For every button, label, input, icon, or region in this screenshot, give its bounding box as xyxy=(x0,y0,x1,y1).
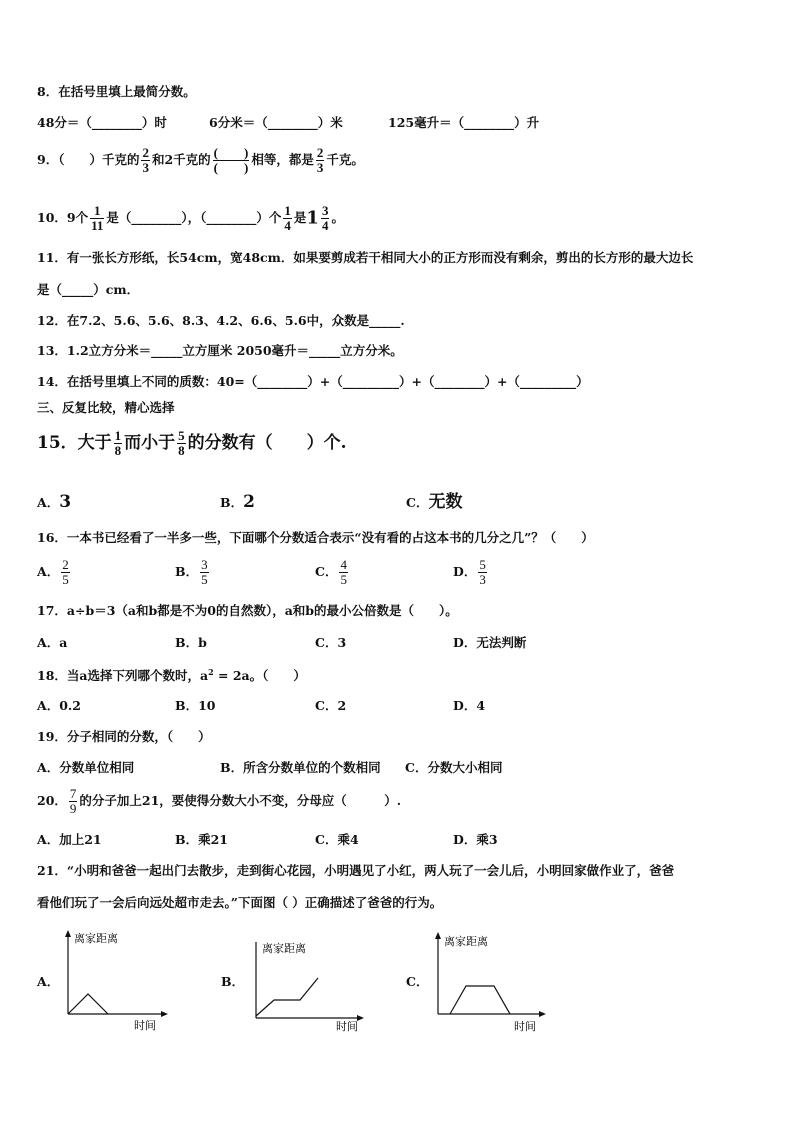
q19-option-a[interactable]: A．分数单位相同 xyxy=(37,760,135,775)
q20-line: 20． $\frac{7}{9}$ 的分子加上21，要使得分数大小不变，分母应（ ）. xyxy=(37,786,402,816)
q21-graph-a[interactable] xyxy=(60,928,170,1034)
y-axis-label: 离家距离 xyxy=(262,942,306,955)
q15-text-3: 的分数有（ ）个. xyxy=(187,433,347,453)
q9-fraction-blank: $\frac{( )}{( )}$ xyxy=(213,145,249,175)
x-axis-arrow xyxy=(539,1011,546,1017)
q10-text-3: 是 xyxy=(293,210,307,225)
q16-option-d[interactable]: D． $\frac{5}{3}$ xyxy=(453,557,486,587)
q10-text-4: 。 xyxy=(331,210,344,225)
q12-text: 12．在7.2、5.6、5.6、8.3、4.2、6.6、5.6中，众数是_____. xyxy=(37,313,405,328)
q15-fraction-1: $\frac{1}{8}$ xyxy=(114,428,122,458)
q10-line xyxy=(37,204,344,233)
q8-item-b: 6分米＝（________）米 xyxy=(209,115,343,130)
q21-option-a-label[interactable]: A． xyxy=(37,974,60,989)
q19-text: 19．分子相同的分数，（ ） xyxy=(37,729,211,744)
q21-option-c-label[interactable]: C． xyxy=(406,974,429,989)
q20-option-c[interactable]: C．乘4 xyxy=(315,832,359,847)
q9-fraction-2: $\frac{2}{3}$ xyxy=(316,145,324,175)
q9-line xyxy=(37,146,364,175)
x-axis-label: 时间 xyxy=(514,1020,536,1033)
q16-option-c[interactable]: C． $\frac{4}{5}$ xyxy=(315,557,347,587)
q21-line-1: 21．“小明和爸爸一起出门去散步，走到街心花园，小明遇见了小红，两人玩了一会儿后，小明回家做作业了，爸爸 xyxy=(37,863,675,878)
distance-line xyxy=(68,994,108,1014)
y-axis-arrow xyxy=(65,930,71,937)
q8-items xyxy=(37,115,540,130)
q20-fraction: $\frac{7}{9}$ xyxy=(69,786,77,816)
q9-text-2: 和2千克的 xyxy=(151,152,211,167)
q10-text-2: 是（________），（________）个 xyxy=(106,210,282,225)
q16-text: 16．一本书已经看了一半多一些，下面哪个分数适合表示“没有看的占这本书的几分之几”？（ ） xyxy=(37,530,594,545)
q21-option-b-label[interactable]: B． xyxy=(221,974,245,989)
section-title: 三、反复比较，精心选择 xyxy=(37,400,175,415)
q20-option-d[interactable]: D．乘3 xyxy=(453,832,498,847)
x-axis-arrow xyxy=(161,1011,168,1017)
q17-option-c[interactable]: C．3 xyxy=(315,635,347,650)
q9-text-1: 9．（ ）千克的 xyxy=(37,152,140,167)
q10-fraction-3: $\frac{3}{4}$ xyxy=(321,203,329,233)
q15-line xyxy=(37,429,347,458)
q9-text-4: 千克。 xyxy=(326,152,364,167)
y-axis-label: 离家距离 xyxy=(444,935,488,948)
distance-line xyxy=(256,978,318,1016)
q18-text: 18．当a选择下列哪个数时，$a^2 = 2a$。（ ） xyxy=(37,667,306,684)
q10-mixed-whole: 1 xyxy=(306,207,319,229)
q10-fraction-2: $\frac{1}{4}$ xyxy=(284,203,291,233)
q21-line-2: 看他们玩了一会后向远处超市走去。”下面图（ ）正确描述了爸爸的行为。 xyxy=(37,895,443,910)
q8-item-c: 125毫升＝（________）升 xyxy=(388,115,540,130)
q19-option-c[interactable]: C．分数大小相同 xyxy=(405,760,503,775)
q9-text-3: 相等，都是 xyxy=(251,152,314,167)
q15-option-c[interactable]: C．无数 xyxy=(406,492,463,512)
q21-graph-c[interactable] xyxy=(430,930,550,1034)
distance-line xyxy=(450,986,510,1014)
q8-item-a: 48分＝（________）时 xyxy=(37,115,167,130)
q16-option-b[interactable]: B． $\frac{3}{5}$ xyxy=(175,557,208,587)
q20-option-b[interactable]: B．乘21 xyxy=(175,832,228,847)
q17-option-b[interactable]: B．b xyxy=(175,635,207,650)
q9-fraction-1: $\frac{2}{3}$ xyxy=(142,145,149,175)
q13-text: 13．1.2立方分米＝_____立方厘米 2050毫升＝_____立方分米。 xyxy=(37,343,403,358)
q14-text: 14．在括号里填上不同的质数：40=（________）+（_________）+（________）+（_________） xyxy=(37,374,589,389)
x-axis-label: 时间 xyxy=(336,1020,358,1033)
q18-option-b[interactable]: B．10 xyxy=(175,698,216,713)
q11-line-2: 是（_____）cm． xyxy=(37,282,140,297)
q15-fraction-2: $\frac{5}{8}$ xyxy=(178,428,185,458)
q10-text-1: 10．9个 xyxy=(37,210,89,225)
q17-option-d[interactable]: D．无法判断 xyxy=(453,635,527,650)
q8-title: 8．在括号里填上最简分数。 xyxy=(37,84,196,99)
q20-option-a[interactable]: A．加上21 xyxy=(37,832,102,847)
y-axis-label: 离家距离 xyxy=(74,932,118,945)
q19-option-b[interactable]: B．所含分数单位的个数相同 xyxy=(220,760,381,775)
q21-graph-b[interactable] xyxy=(248,938,366,1034)
q15-text-2: 而小于 xyxy=(124,433,176,453)
x-axis-label: 时间 xyxy=(134,1019,156,1032)
q15-option-b[interactable]: B．2 xyxy=(220,492,255,512)
q18-option-a[interactable]: A．0.2 xyxy=(37,698,81,713)
y-axis-arrow xyxy=(435,932,441,939)
q17-text: 17．a÷b＝3（a和b都是不为0的自然数），a和b的最小公倍数是（ ）。 xyxy=(37,603,458,618)
q15-text-1: 15．大于 xyxy=(37,433,112,453)
q18-option-d[interactable]: D．4 xyxy=(453,698,486,713)
x-axis-arrow xyxy=(357,1015,364,1021)
q15-option-a[interactable]: A．3 xyxy=(37,492,72,512)
q11-line-1: 11．有一张长方形纸，长54cm，宽48cm．如果要剪成若干相同大小的正方形而没有剩余，剪出的长方形的最大边长 xyxy=(37,250,694,265)
q18-option-c[interactable]: C．2 xyxy=(315,698,347,713)
q17-option-a[interactable]: A．a xyxy=(37,635,68,650)
q10-fraction-1: $\frac{1}{11}$ xyxy=(91,203,104,233)
q16-option-a[interactable]: A． $\frac{2}{5}$ xyxy=(37,557,69,587)
